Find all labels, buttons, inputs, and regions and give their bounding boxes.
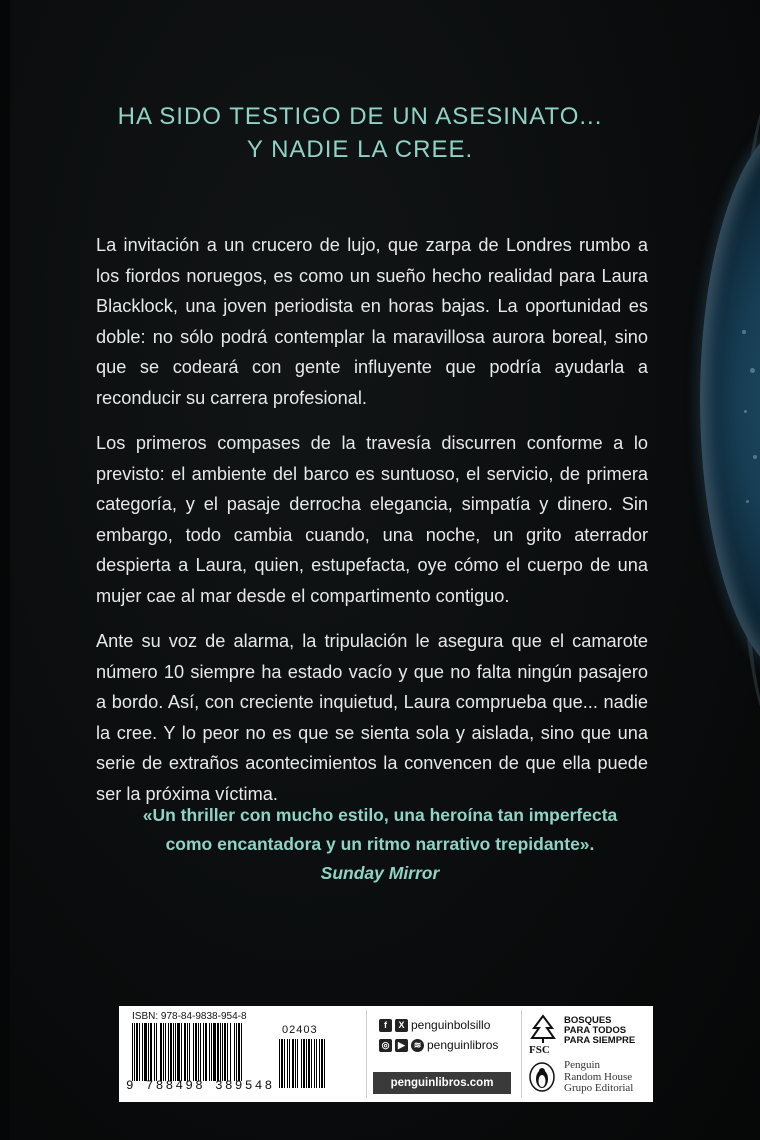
synopsis-paragraph-3: Ante su voz de alarma, la tripulación le asegura que el camarote número 10 siempre ha estado vacío y que no falta ningún pasajero a bordo. Así, con creciente inquietud, Laura comprueba que... nadie la cree. Y lo peor no es que se sienta sola y aislada, sino que una serie de extraños acontecimientos la convencen de que ella puede ser la próxima víctima. [96,631,648,804]
publisher-name [564,1060,633,1095]
water-drop [744,410,747,413]
penguin-logo-icon [528,1062,556,1092]
spotify-icon[interactable]: ≋ [411,1039,424,1052]
synopsis-paragraph-1: La invitación a un crucero de lujo, que zarpa de Londres rumbo a los fiordos noruegos, es como un sueño hecho realidad para Laura Blacklock, una joven periodista en horas bajas. La oportunidad es doble: no sólo podrá contemplar la maravillosa aurora boreal, sino que se codeará con gente influyente que podría ayudarla a reconducir su carrera profesional. [96,235,648,408]
fsc-tree-icon [530,1014,556,1044]
barcode-block [124,1011,356,1097]
publisher-line-3: Grupo Editorial [564,1082,634,1094]
barcode-space [242,1023,243,1081]
synopsis-paragraph-2: Los primeros compases de la travesía discurren conforme a lo previsto: el ambiente del barco es suntuoso, el servicio, de primera categoría, y el pasaje derrocha elegancia, simpatía y dinero. Sin embargo, todo cambia cuando, una noche, un grito aterrador despierta a Laura, quien, estupefacta, oye cómo el cuerpo de una mujer cae al mar desde el compartimento contiguo. [96,433,648,606]
water-drop [742,330,746,334]
website-link[interactable]: penguinlibros.com [373,1072,511,1094]
headline [60,100,660,166]
social-block [366,1010,516,1098]
fsc-label: FSC [529,1044,550,1056]
quote-line-2: como encantadora y un ritmo narrativo trepidante». [165,834,595,854]
instagram-icon[interactable]: ◎ [379,1039,392,1052]
publisher-line-2: Random House [564,1070,633,1083]
bosques-line-2: PARA TODOS [564,1025,627,1036]
spine-edge [0,0,10,1140]
barcode-addon-number: 02403 [282,1024,318,1036]
water-drop [750,368,755,373]
quote-source: Sunday Mirror [320,863,440,883]
porthole-window [700,120,760,680]
social-line-2 [379,1038,498,1052]
x-icon[interactable]: X [395,1019,408,1032]
review-quote [80,801,680,888]
social-handle-2[interactable]: penguinlibros [427,1038,499,1052]
barcode-digits: 9 788498 389548 [126,1079,275,1093]
social-line-1 [379,1018,490,1032]
isbn-label: ISBN: 978-84-9838-954-8 [132,1011,247,1022]
publisher-line-1: Penguin [564,1059,601,1071]
social-handle-1[interactable]: penguinbolsillo [411,1018,491,1032]
bosques-slogan [564,1016,635,1046]
bosques-line-3: PARA SIEMPRE [564,1035,636,1046]
headline-line-1: HA SIDO TESTIGO DE UN ASESINATO... [117,103,603,130]
info-panel [119,1006,653,1102]
synopsis [96,230,648,824]
water-drop [753,455,757,459]
headline-line-2: Y NADIE LA CREE. [246,136,474,163]
quote-line-1: «Un thriller con mucho estilo, una heroína tan imperfecta [142,805,618,825]
fsc-block [521,1010,649,1098]
barcode-stripe [324,1039,325,1088]
facebook-icon[interactable]: f [379,1019,392,1032]
bosques-line-1: BOSQUES [564,1015,612,1026]
youtube-icon[interactable]: ▶ [395,1039,408,1052]
barcode-addon-bars [279,1039,325,1088]
water-drop [746,500,749,503]
barcode-bars [132,1023,243,1081]
